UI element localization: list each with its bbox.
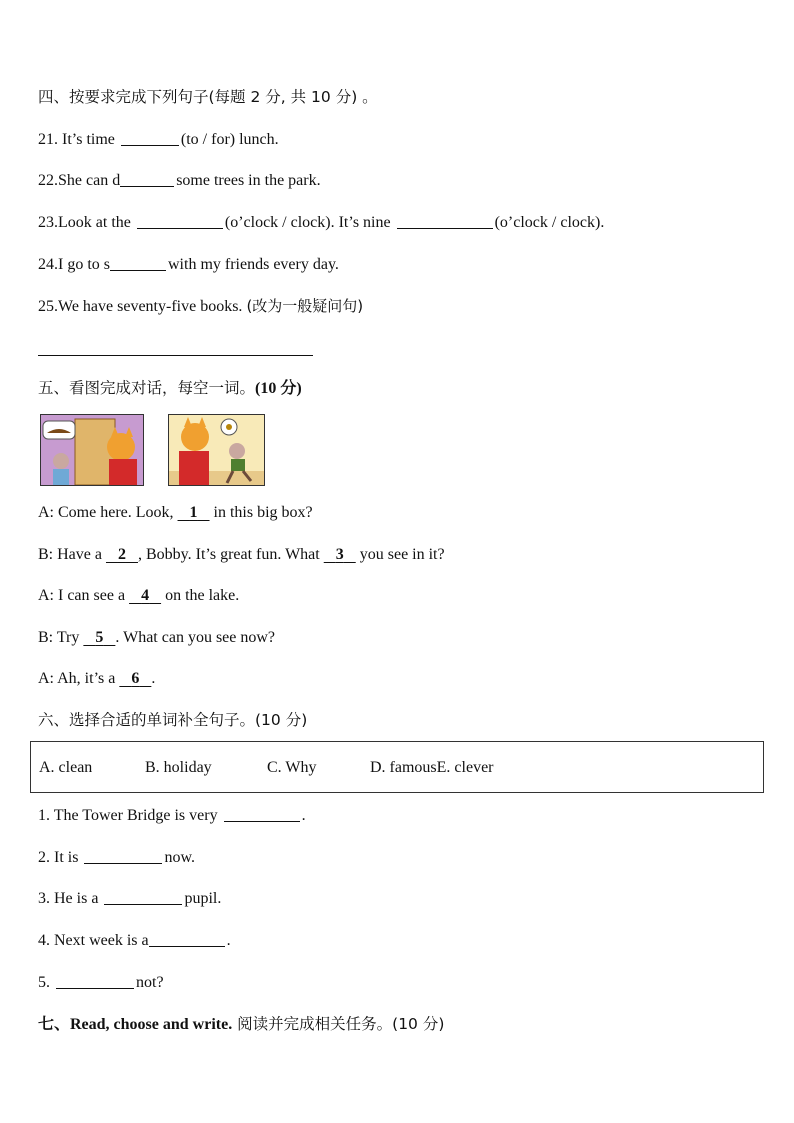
- answer-blank[interactable]: [397, 213, 493, 229]
- word-options-box: [30, 741, 764, 793]
- answer-blank[interactable]: [120, 171, 174, 187]
- answer-blank[interactable]: [84, 848, 162, 864]
- sentence-3: 3. He is a pupil.: [38, 890, 222, 907]
- dialogue-blank-6[interactable]: 6: [131, 670, 140, 687]
- cartoon-talking-scene-icon: [169, 415, 264, 485]
- answer-blank[interactable]: [137, 213, 223, 229]
- option-b: B. holiday: [145, 759, 212, 776]
- cartoon-picture-1: [40, 414, 144, 486]
- answer-blank[interactable]: [224, 806, 300, 822]
- section6-heading: 六、选择合适的单词补全句子。(10 分): [38, 711, 308, 729]
- sentence-1: 1. The Tower Bridge is very .: [38, 807, 306, 824]
- answer-blank[interactable]: [104, 889, 182, 905]
- dialogue-line-5: A: Ah, it’s a 6 .: [38, 670, 156, 687]
- answer-line-25[interactable]: [38, 355, 313, 356]
- dialogue-blank-1[interactable]: 1: [189, 504, 198, 521]
- cartoon-picture-2: [168, 414, 265, 486]
- dialogue-line-3: A: I can see a 4 on the lake.: [38, 587, 240, 604]
- section4-heading: 四、按要求完成下列句子(每题 2 分, 共 10 分) 。: [38, 88, 378, 106]
- question-22: 22.She can d some trees in the park.: [38, 172, 321, 189]
- sentence-5: 5. not?: [38, 974, 164, 991]
- dialogue-line-4: B: Try 5 . What can you see now?: [38, 629, 276, 646]
- sentence-2: 2. It is now.: [38, 849, 195, 866]
- section5-heading: 五、看图完成对话，每空一词。(10 分): [38, 379, 302, 397]
- answer-blank[interactable]: [149, 931, 225, 947]
- dialogue-blank-2[interactable]: 2: [117, 546, 126, 563]
- sentence-4: 4. Next week is a .: [38, 932, 231, 949]
- cartoon-box-scene-icon: [41, 415, 143, 485]
- section7-heading: 七、Read, choose and write. 阅读并完成相关任务。(10 分): [38, 1015, 445, 1033]
- answer-blank[interactable]: [121, 130, 179, 146]
- question-21: 21. It’s time (to / for) lunch.: [38, 131, 279, 148]
- dialogue-blank-3[interactable]: 3: [335, 546, 344, 563]
- option-a: A. clean: [39, 759, 93, 776]
- question-24: 24.I go to s with my friends every day.: [38, 256, 339, 273]
- dialogue-blank-4[interactable]: 4: [141, 587, 150, 604]
- dialogue-line-1: A: Come here. Look, 1 in this big box?: [38, 504, 313, 521]
- answer-blank[interactable]: [56, 973, 134, 989]
- answer-blank[interactable]: [110, 255, 166, 271]
- question-25: 25.We have seventy-five books. (改为一般疑问句): [38, 297, 364, 315]
- option-d-e: D. famousE. clever: [370, 759, 494, 776]
- option-c: C. Why: [267, 759, 317, 776]
- dialogue-line-2: B: Have a 2 , Bobby. It’s great fun. What 3 you see in it?: [38, 546, 445, 563]
- question-23: 23.Look at the (o’clock / clock). It’s nine (o’clock / clock).: [38, 214, 605, 231]
- dialogue-blank-5[interactable]: 5: [95, 629, 104, 646]
